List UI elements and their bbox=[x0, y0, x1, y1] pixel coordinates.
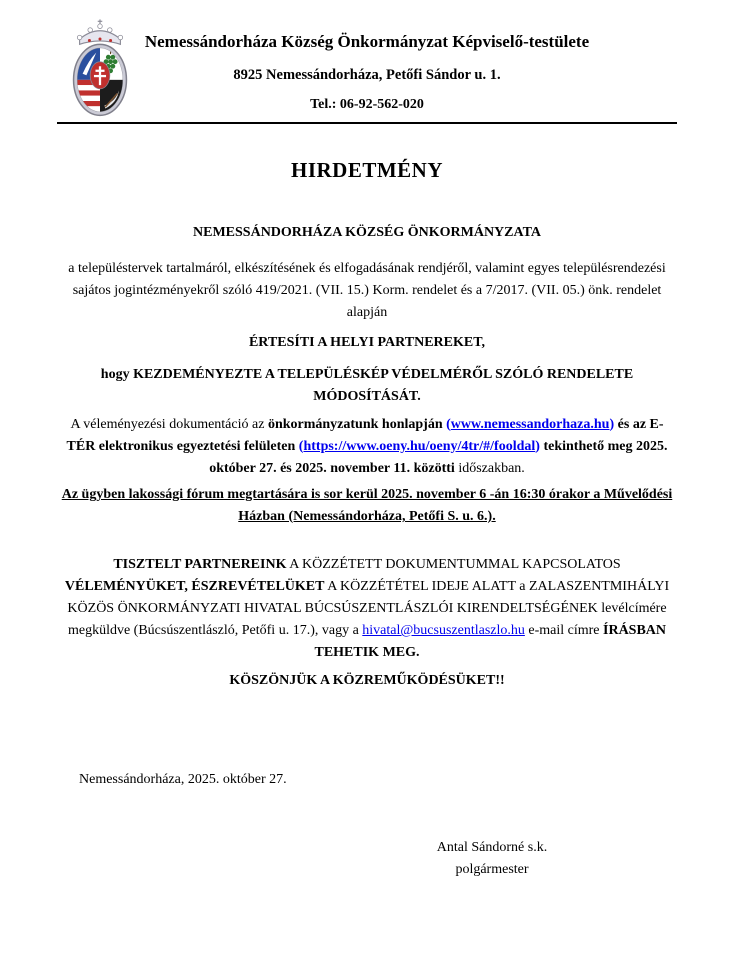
page-title: HIRDETMÉNY bbox=[290, 158, 443, 182]
header-divider bbox=[57, 122, 677, 124]
signature-name: Antal Sándorné s.k. bbox=[436, 840, 548, 855]
coat-of-arms-icon bbox=[66, 16, 134, 118]
text-segment: időszakban. bbox=[454, 461, 525, 476]
text-segment: tekinthető meg 2025. október 27. és 2025. november 11. közötti bbox=[209, 439, 668, 476]
subject-paragraph: hogy KEZDEMÉNYEZTE A TELEPÜLÉSKÉP VÉDELMÉRŐL SZÓLÓ RENDELETE MÓDOSÍTÁSÁT. bbox=[100, 367, 634, 404]
issuer-name: NEMESSÁNDORHÁZA KÖZSÉG ÖNKORMÁNYZATA bbox=[193, 225, 541, 240]
signature-title: polgármester bbox=[455, 862, 529, 877]
organization-name: Nemessándorháza Község Önkormányzat Képviselő-testülete bbox=[144, 32, 590, 51]
text-segment: TISZTELT PARTNEREINK bbox=[113, 557, 287, 572]
text-segment: és az E-TÉR elektronikus egyeztetési felületen bbox=[66, 417, 664, 454]
text-segment: A KÖZZÉTETT DOKUMENTUMMAL KAPCSOLATOS bbox=[286, 557, 621, 572]
documentation-paragraph bbox=[57, 414, 677, 480]
text-segment: ( bbox=[298, 439, 304, 454]
text-segment: e-mail címre bbox=[524, 623, 604, 638]
text-segment: A KÖZZÉTÉTEL IDEJE ALATT a ZALASZENTMIHÁLYI KÖZÖS ÖNKORMÁNYZATI HIVATAL BÚCSÚSZENTLÁSZLÓI KIRENDELTSÉGÉNEK levélcímére megküldve (Búcsúszentlászló, Petőfi u. 17.), vagy a bbox=[67, 579, 670, 638]
text-segment: ) bbox=[609, 417, 615, 432]
letterhead bbox=[0, 0, 734, 124]
text-segment: ( bbox=[446, 417, 451, 432]
email-link[interactable]: hivatal@bucsuszentlaszlo.hu bbox=[362, 623, 525, 638]
website-link[interactable]: www.nemessandorhaza.hu bbox=[450, 417, 610, 432]
organization-address: 8925 Nemessándorháza, Petőfi Sándor u. 1. bbox=[233, 67, 501, 83]
date-line: Nemessándorháza, 2025. október 27. bbox=[79, 772, 287, 787]
text-segment: ÍRÁSBAN TEHETIK MEG. bbox=[314, 623, 667, 660]
legal-basis-paragraph: a településtervek tartalmáról, elkészítésének és elfogadásának rendjéről, valamint egyes településrendezési sajátos jogintézményekről szóló 419/2021. (VII. 15.) Korm. rendelet és a 7/2017. (VII. 05.) önk. rendelet alapján bbox=[68, 261, 666, 320]
organization-phone: Tel.: 06-92-562-020 bbox=[310, 97, 424, 112]
thanks-line: KÖSZÖNJÜK A KÖZREMŰKÖDÉSÜKET!! bbox=[229, 673, 505, 688]
text-segment: önkormányzatunk honlapján bbox=[267, 417, 447, 432]
feedback-paragraph bbox=[57, 554, 677, 664]
text-segment: VÉLEMÉNYÜKET, ÉSZREVÉTELÜKET bbox=[64, 579, 325, 594]
eter-link[interactable]: https://www.oeny.hu/oeny/4tr/#/fooldal bbox=[303, 439, 536, 454]
announcement-body bbox=[0, 158, 734, 881]
text-segment: ) bbox=[535, 439, 540, 454]
forum-paragraph: Az ügyben lakossági fórum megtartására is sor kerül 2025. november 6 -án 16:30 órakor a Művelődési Házban (Nemessándorháza, Petőfi S. u. 6.). bbox=[61, 487, 673, 524]
notify-line: ÉRTESÍTI A HELYI PARTNEREKET, bbox=[248, 335, 486, 350]
signature-block bbox=[377, 837, 607, 881]
text-segment: A véleményezési dokumentáció az bbox=[70, 417, 268, 432]
